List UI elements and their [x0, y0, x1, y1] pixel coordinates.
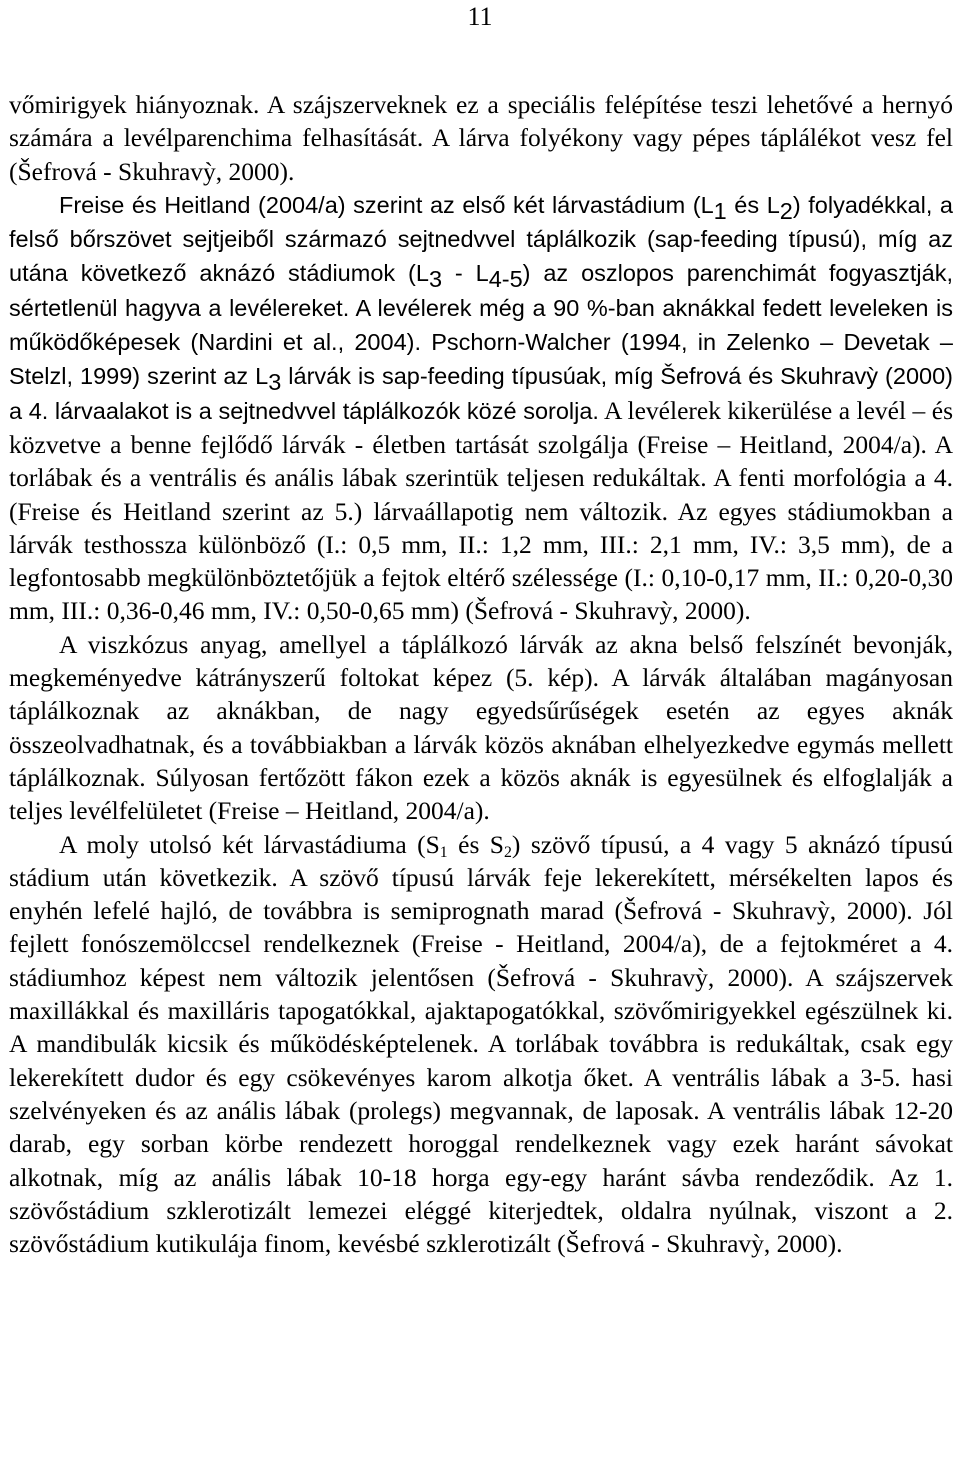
subscript: 1: [713, 197, 727, 224]
text-segment: A moly utolsó két lárvastádiuma (S: [59, 829, 440, 859]
page-number: 11: [467, 2, 493, 31]
text-segment: és S: [447, 829, 504, 859]
text-segment: - L: [442, 260, 489, 287]
subscript: 3: [268, 369, 282, 396]
text-segment: Freise és Heitland (2004/a) szerint az első két lárvastádium (L: [59, 191, 714, 218]
text-segment: és L: [726, 191, 780, 218]
subscript: 3: [428, 266, 443, 293]
text-segment: ) folyadékkal, a felső bőrszövet sejtjeiből származó sejtnedvvel táplálkozik (sap-feeding típusú), míg az utána következő aknázó stádiumok (L: [9, 191, 953, 287]
subscript: 4-5: [488, 266, 523, 293]
paragraph-3: [9, 628, 953, 828]
paragraph-2: [9, 188, 953, 628]
subscript: 2: [779, 197, 793, 224]
paragraph-4: [9, 828, 953, 1261]
text-segment: A levélerek kikerülése a levél – és közvetve a benne fejlődő lárvák - életben tartását szolgálja (Freise – Heitland, 2004/a). A torlábak és a ventrális és anális lábak szerintük teljesen redukáltak. A fenti morfológia a 4. (Freise és Heitland szerint az 5.) lárvaállapotig nem változik. Az egyes stádiumokban a lárvák testhossza különböző (I.: 0,5 mm, II.: 1,2 mm, III.: 2,1 mm, IV.: 3,5 mm), de a legfontosabb megkülönböztetőjük a fejtok eltérő szélessége (I.: 0,10-0,17 mm, II.: 0,20-0,30 mm, III.: 0,36-0,46 mm, IV.: 0,50-0,65 mm) (Šefrová - Skuhravỳ, 2000).: [9, 395, 953, 626]
text-segment: lárvák is sap-feeding típusúak, míg Šefrová és Skuhravỳ (2000) a 4. lárvaalakot is a sejtnedvvel táplálkozók közé sorolja.: [9, 363, 953, 424]
text-segment: vőmirigyek hiányoznak. A szájszerveknek ez a speciális felépítése teszi lehetővé a hernyó számára a levélparenchima felhasítását. A lárva folyékony vagy pépes táplálékot vesz fel (Šefrová - Skuhravỳ, 2000).: [9, 90, 953, 186]
subscript: 1: [439, 843, 448, 861]
text-segment: ) az oszlopos parenchimát fogyasztják, sértetlenül hagyva a levélereket. A levélerek még a 90 %-ban aknákkal fedett leveleken is működőképesek (Nardini et al., 2004). Pschorn-Walcher (1994, in Zelenko – Devetak – Stelzl, 1999) szerint az L: [9, 260, 953, 390]
subscript: 2: [504, 843, 512, 861]
text-segment: ) szövő típusú, a 4 vagy 5 aknázó típusú stádium után következik. A szövő típusú lárvák feje lekerekített, mérsékelten lapos és enyhén lefelé hajló, de továbbra is semiprognath marad (Šefrová - Skuhravỳ, 2000). Jól fejlett fonószemölccsel rendelkeznek (Freise - Heitland, 2004/a), de a fejtokméret a 4. stádiumhoz képest nem változik jelentősen (Šefrová - Skuhravỳ, 2000). A szájszervek maxillákkal és maxilláris tapogatókkal, ajaktapogatókkal, szövőmirigyekkel egészülnek ki. A mandibulák kicsik és működésképtelenek. A torlábak továbbra is redukáltak, csak egy lekerekített dudor és egy csökevényes karom alkotja őket. A ventrális lábak a 3-5. hasi szelvényeken és az anális lábak (prolegs) megvannak, de laposak. A ventrális lábak 12-20 darab, egy sorban körbe rendezett horoggal rendelkeznek vagy ezek haránt sávokat alkotnak, míg az anális lábak 10-18 horga egy-egy haránt sávba rendeződik. Az 1. szövőstádium szklerotizált lemezei eléggé kiterjedtek, oldalra nyúlnak, viszont a 2. szövőstádium kutikulája finom, kevésbé szklerotizált (Šefrová - Skuhravỳ, 2000).: [9, 829, 953, 1259]
page-body: [9, 88, 953, 1260]
text-segment: A viszkózus anyag, amellyel a táplálkozó lárvák az akna belső felszínét bevonják, megkeményedve kátrányszerű foltokat képez (5. kép). A lárvák általában magányosan táplálkoznak az aknákban, de nagy egyedsűrűségek esetén az egyes aknák összeolvadhatnak, és a továbbiakban a lárvák közös aknában elhelyezkedve egymás mellett táplálkoznak. Súlyosan fertőzött fákon ezek a közös aknák is egyesülnek és elfoglalják a teljes levélfelületet (Freise – Heitland, 2004/a).: [9, 629, 953, 826]
paragraph-1: [9, 88, 953, 188]
